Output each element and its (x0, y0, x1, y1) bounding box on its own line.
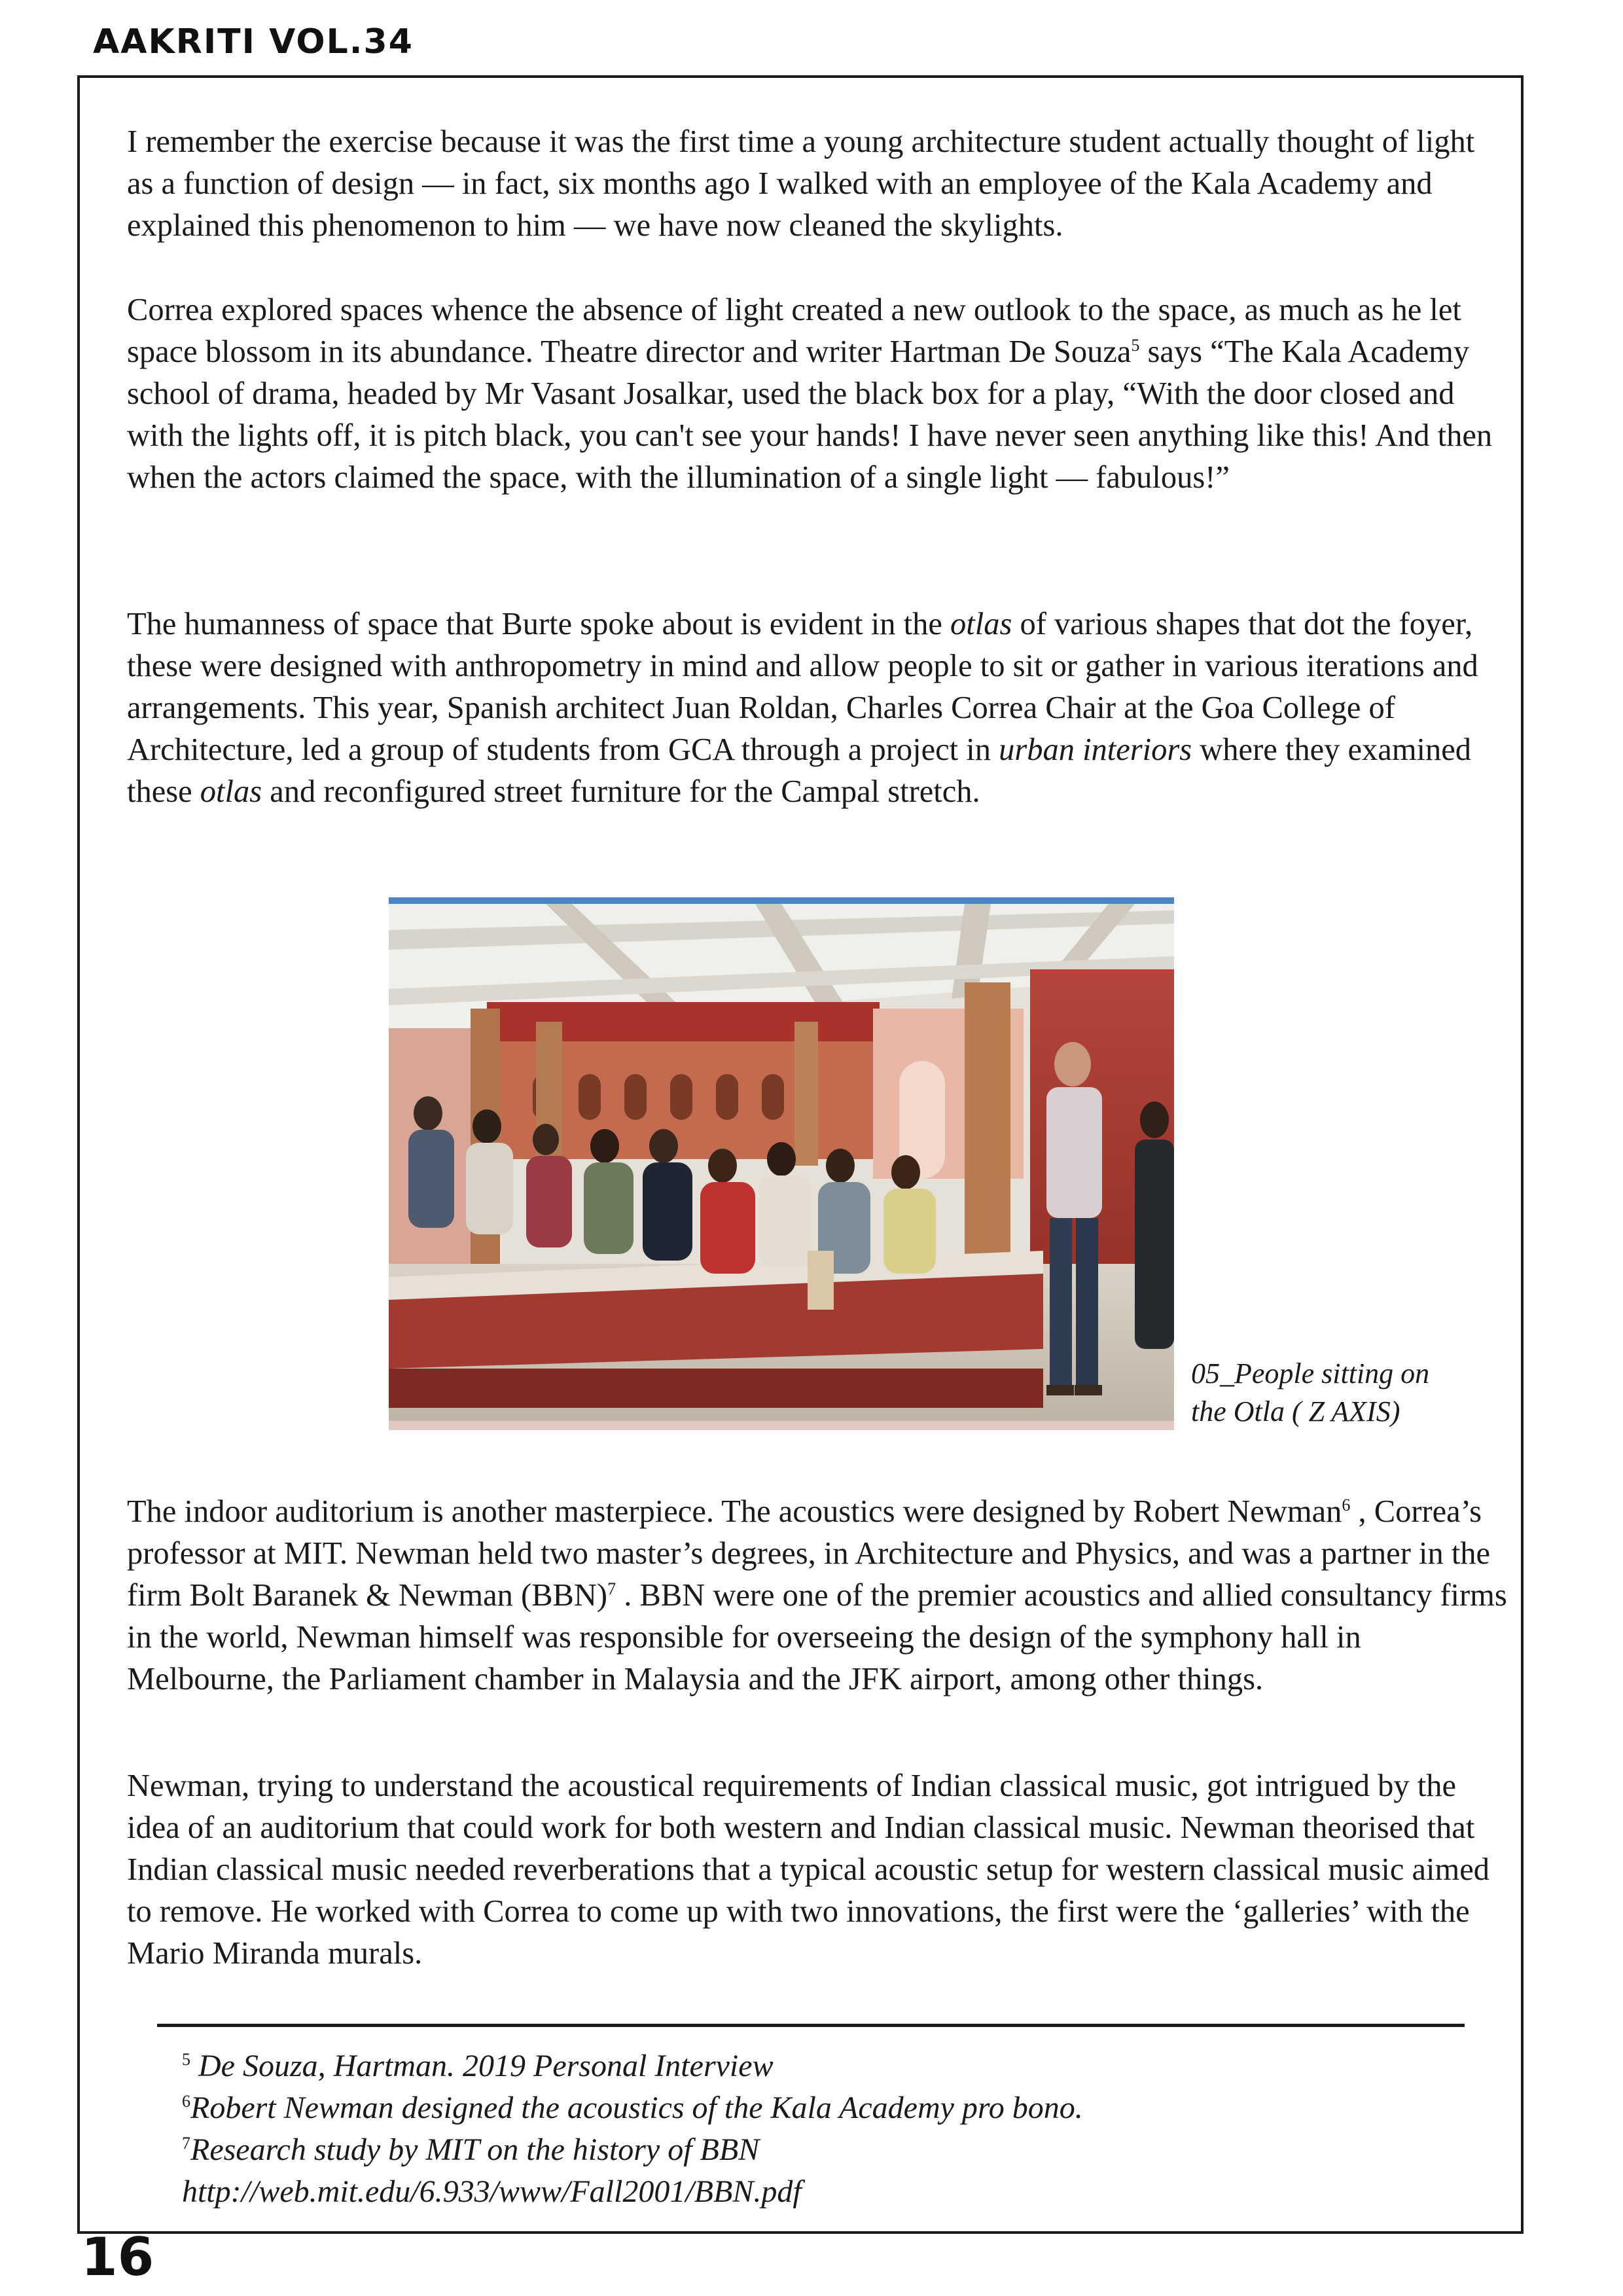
paragraph-newman-acoustics: Newman, trying to understand the acoustical requirements of Indian classical music, got intrigued by the idea of an auditorium that could work for both western and Indian classical music. Newman theorised that Indian classical music needed reverberations that a typical acoustic setup for western classical music aimed to remove. He worked with Correa to come up with two innovations, the first were the ‘galleries’ with the Mario Miranda murals. (127, 1768, 1490, 1971)
footnote-6 (182, 2087, 1478, 2129)
paragraph-absence-of-light (127, 289, 1508, 499)
page-number: 16 (81, 2227, 154, 2287)
paragraph-text: and reconfigured street furniture for the Campal stretch. (262, 774, 980, 809)
footnote-divider (157, 2024, 1465, 2027)
paragraph-text: , Correa’s professor at MIT. Newman held two master’s degrees, in Architecture and Physics, and was a partner in the firm Bolt Baranek & Newman (BBN) (127, 1494, 1491, 1613)
caption-line: 05_People sitting on (1191, 1357, 1430, 1390)
paragraph-text: The indoor auditorium is another masterpiece. The acoustics were designed by Robert Newman (127, 1494, 1342, 1529)
footnote-number: 7 (182, 2134, 190, 2153)
magazine-header: AAKRITI VOL.34 (93, 22, 414, 62)
paragraph-text: says “The Kala Academy school of drama, headed by Mr Vasant Josalkar, used the black box for a play, “With the door closed and with the lights off, it is pitch black, you can't see your hands! I have never seen anything like this! And then when the actors claimed the space, with the illumination of a single light — fabulous!” (127, 334, 1493, 495)
figure-caption (1191, 1355, 1492, 1431)
footnotes (182, 2045, 1478, 2213)
paragraph-text: of various shapes that dot the foyer, these were designed with anthropometry in mind and allow people to sit or gather in various iterations and arrangements. This year, Spanish architect Juan Roldan, Charles Correa Chair at the Goa College of Architecture, led a group of students from GCA through a project in (127, 607, 1478, 767)
footnote-7 (182, 2129, 1478, 2171)
footnote-7-url[interactable]: http://web.mit.edu/6.933/www/Fall2001/BBN.pdf (182, 2174, 802, 2209)
footnote-ref-6: 6 (1342, 1495, 1351, 1515)
footnote-ref-5: 5 (1131, 335, 1140, 355)
italic-term: otlas (950, 607, 1012, 641)
paragraph-text: where they examined these (127, 732, 1472, 809)
footnote-5 (182, 2045, 1478, 2087)
photo-illustration (389, 897, 1174, 1430)
footnote-number: 6 (182, 2092, 190, 2111)
footnote-ref-7: 7 (607, 1579, 616, 1598)
photo-people-on-otla (389, 897, 1174, 1430)
footnote-text: Research study by MIT on the history of BBN (190, 2132, 760, 2167)
italic-term: urban interiors (999, 732, 1192, 767)
paragraph-text: The humanness of space that Burte spoke about is evident in the (127, 607, 950, 641)
paragraph-text: Correa explored spaces whence the absence of light created a new outlook to the space, as much as he let space blossom in its abundance. Theatre director and writer Hartman De Souza (127, 293, 1461, 369)
paragraph-text: . BBN were one of the premier acoustics and allied consultancy firms in the world, Newman himself was responsible for overseeing the design of the symphony hall in Melbourne, the Parliament chamber in Malaysia and the JFK airport, among other things. (127, 1578, 1507, 1696)
footnote-number: 5 (182, 2050, 190, 2069)
paragraph-humanness-of-space (127, 603, 1508, 813)
paragraph-light-exercise: I remember the exercise because it was the first time a young architecture student actually thought of light as a function of design — in fact, six months ago I walked with an employee of the Kala Academy and explained this phenomenon to him — we have now cleaned the skylights. (127, 124, 1475, 243)
italic-term: otlas (200, 774, 262, 809)
footnote-text: Robert Newman designed the acoustics of the Kala Academy pro bono. (190, 2090, 1083, 2125)
caption-line: the Otla ( Z AXIS) (1191, 1395, 1400, 1427)
paragraph-indoor-auditorium (127, 1491, 1508, 1700)
footnote-text: De Souza, Hartman. 2019 Personal Interview (190, 2049, 774, 2083)
